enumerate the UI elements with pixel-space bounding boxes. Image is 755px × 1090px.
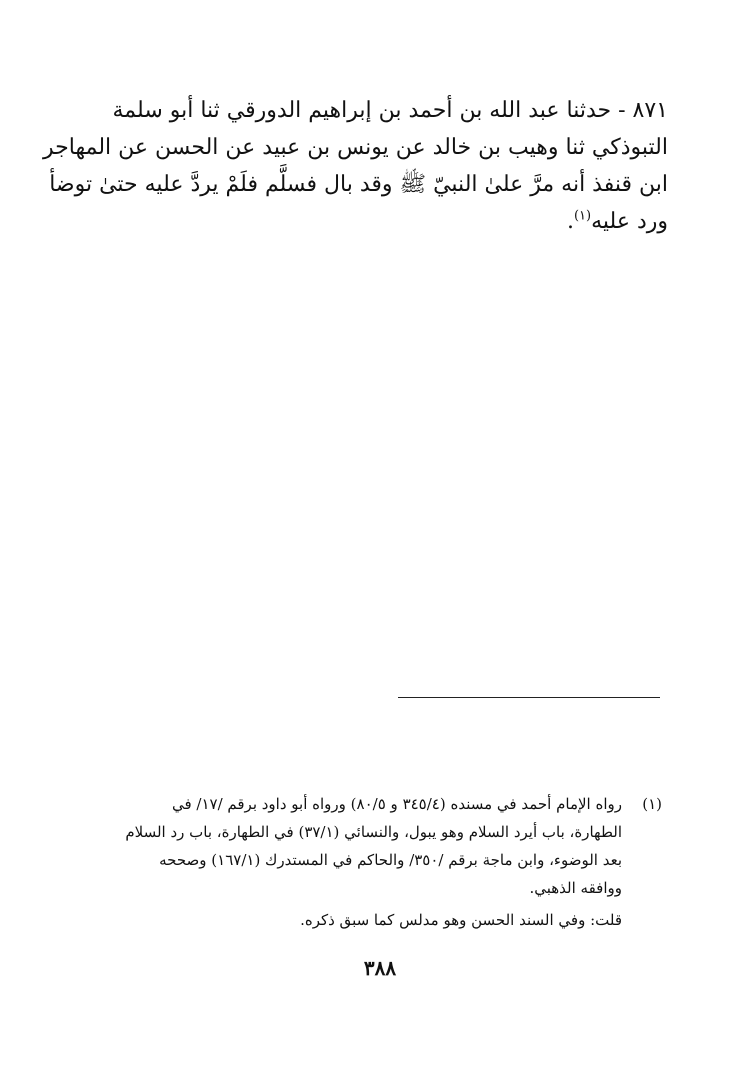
page-number: ٣٨٨ [363, 956, 397, 980]
hadith-line-4 [128, 203, 668, 240]
footnote-line-2: الطهارة، باب أيرد السلام وهو يبول، والنسائي (٣٧/١) في الطهارة، باب رد السلام [125, 823, 622, 841]
hadith-text [43, 92, 668, 240]
footnote-reference: (١) [573, 208, 592, 224]
footnote-line-1: رواه الإمام أحمد في مسنده (٣٤٥/٤ و ٨٠/٥) ورواه أبو داود برقم /١٧/ في [171, 795, 622, 813]
footnote-separator [398, 697, 660, 698]
footnotes [125, 790, 662, 934]
hadith-line-2: التبوذكي ثنا وهيب بن خالد عن يونس بن عبيد عن الحسن عن المهاجر [43, 135, 668, 160]
footnote-body [125, 790, 622, 902]
footnote-note: قلت: وفي السند الحسن وهو مدلس كما سبق ذكره. [300, 911, 622, 929]
hadith-line-3: ابن قنفذ أنه مرَّ علىٰ النبيّ ﷺ وقد بال فسلَّم فلَمْ يردَّ عليه حتىٰ توضأ [49, 172, 668, 197]
hadith-line-4-text: ورد عليه [591, 209, 668, 234]
hadith-end-punct: . [566, 209, 574, 234]
footnote-line-4: ووافقه الذهبي. [529, 879, 622, 897]
footnote-1 [125, 790, 662, 902]
hadith-line-1: ٨٧١ - حدثنا عبد الله بن أحمد بن إبراهيم الدورقي ثنا أبو سلمة [112, 98, 668, 123]
footnote-line-3: بعد الوضوء، وابن ماجة برقم /٣٥٠/ والحاكم في المستدرك (١٦٧/١) وصححه [159, 851, 622, 869]
footnote-marker: (١) [642, 795, 662, 813]
